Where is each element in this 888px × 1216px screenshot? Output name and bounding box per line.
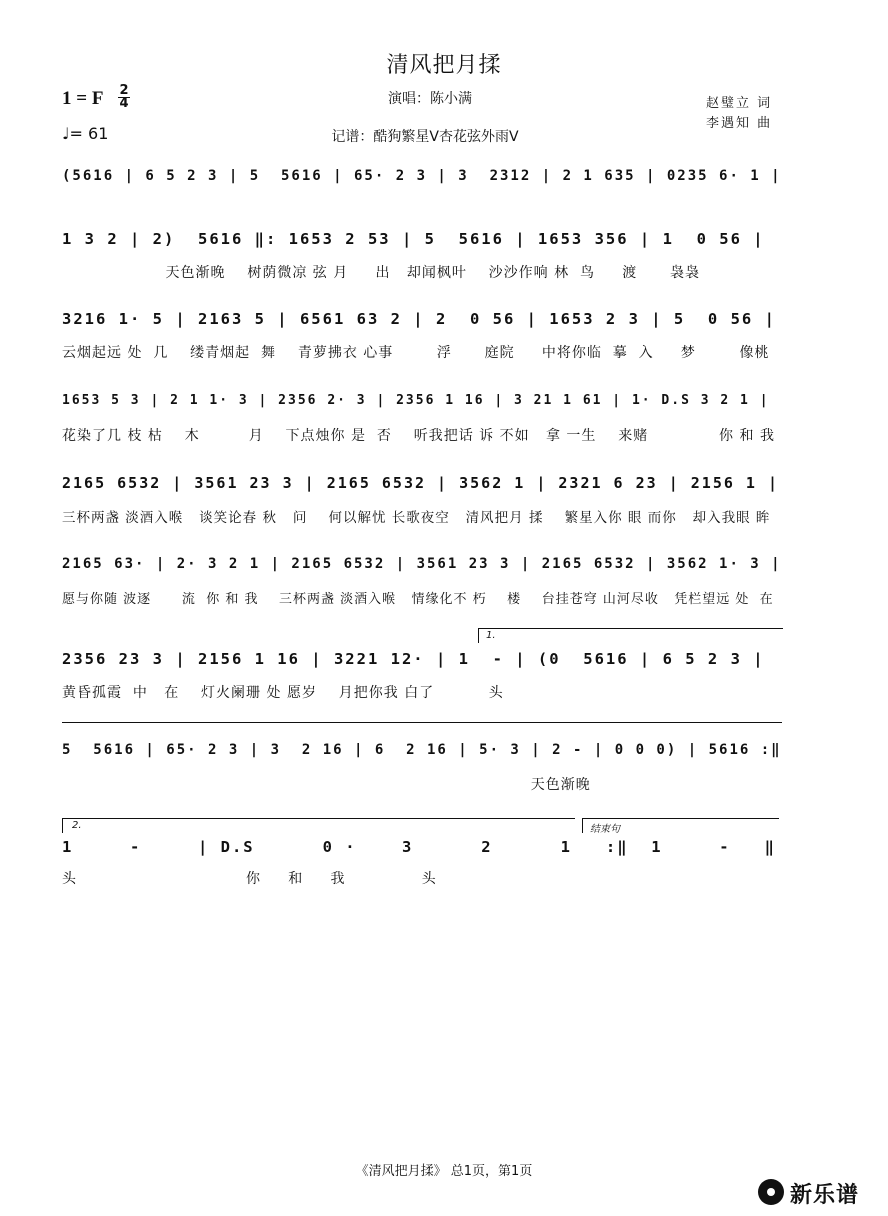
score-row-2	[62, 230, 782, 281]
lyric-line: 头 你 和 我 头	[62, 871, 437, 887]
brand-logo[interactable]	[758, 1176, 878, 1206]
notation-line: 2165 6532 | 3561 23 3 | 2165 6532 | 3562 1 | 2321 6 23 | 2156 1 |	[62, 474, 779, 492]
score-row-5	[62, 474, 782, 526]
notation-line: (5616 | 6 5 2 3 | 5 5616 | 65· 2 3 | 3 2312 | 2 1 635 | 0235 6· 1 |	[62, 168, 782, 184]
lyric-line: 天色渐晚	[62, 777, 591, 793]
lyric-line: 天色渐晚 树荫微凉 弦 月 出 却闻枫叶 沙沙作响 林 鸟 渡 袅袅	[62, 265, 700, 281]
lyric-line: 愿与你随 波逐 流 你 和 我 三杯两盏 淡酒入喉 情缘化不 朽 楼 台挂苍穹 山河尽收 凭栏望远 处 在	[62, 592, 774, 607]
time-signature-top: 2	[119, 83, 129, 98]
page-footer: 《清风把月揉》 总1页，第1页	[355, 1164, 533, 1179]
score-row-3	[62, 310, 782, 361]
transcriber-credit: 记谱：酷狗繁星V杏花弦外雨V	[331, 129, 519, 145]
singer-credit: 演唱：陈小满	[388, 91, 472, 107]
coda-label: 结束句	[590, 824, 620, 835]
key-signature: 1 = F	[62, 88, 104, 109]
tempo-marking: ♩= 61	[62, 124, 109, 143]
lyric-line: 花染了几 枝 枯 木 月 下点烛你 是 否 听我把话 诉 不如 拿 一生 来赌 你 和 我	[62, 428, 775, 444]
notation-line: 1 3 2 | 2) 5616 ‖: 1653 2 53 | 5 5616 | 1653 356 | 1 0 56 |	[62, 230, 765, 248]
notation-line: 3216 1· 5 | 2163 5 | 6561 63 2 | 2 0 56 | 1653 2 3 | 5 0 56 |	[62, 310, 776, 328]
first-ending-label: 1.	[486, 630, 496, 641]
score-row-8	[62, 742, 782, 793]
time-signature-bottom: 4	[119, 96, 129, 111]
score-row-9	[62, 838, 782, 887]
lyric-line: 云烟起远 处 几 缕青烟起 舞 青萝拂衣 心事 浮 庭院 中将你临 摹 入 梦 像桃	[62, 345, 770, 361]
score-row-7	[62, 650, 782, 701]
first-ending-bracket	[478, 628, 783, 643]
second-ending-label: 2.	[72, 820, 82, 831]
notation-line: 2356 23 3 | 2156 1 16 | 3221 12· | 1 - | (0 5616 | 6 5 2 3 |	[62, 650, 765, 668]
notation-line: 1653 5 3 | 2 1 1· 3 | 2356 2· 3 | 2356 1 16 | 3 21 1 61 | 1· D.S 3 2 1 |	[62, 393, 770, 408]
score-row-1	[62, 168, 782, 194]
volta-continuation-line	[62, 722, 782, 723]
notation-line: 1 - | D.S 0 · 3 2 1 :‖ 1 - ‖	[62, 838, 776, 856]
score-row-6	[62, 556, 782, 607]
brand-name: 新乐谱	[790, 1183, 860, 1208]
notation-line: 2165 63· | 2· 3 2 1 | 2165 6532 | 3561 23 3 | 2165 6532 | 3562 1· 3 |	[62, 556, 782, 572]
lyric-line: 黄昏孤霞 中 在 灯火阑珊 处 愿岁 月把你我 白了 头	[62, 685, 504, 701]
second-ending-bracket	[62, 818, 575, 833]
score-row-4	[62, 393, 782, 444]
notation-line: 5 5616 | 65· 2 3 | 3 2 16 | 6 2 16 | 5· 3 | 2 - | 0 0 0) | 5616 :‖	[62, 742, 782, 758]
lyric-line: 三杯两盏 淡酒入喉 谈笑论春 秋 问 何以解忧 长歌夜空 清风把月 揉 繁星入你 眼 而你 却入我眼 眸	[62, 510, 771, 526]
song-title: 清风把月揉	[386, 53, 502, 78]
composer-credit: 李遇知 曲	[706, 116, 773, 131]
lyricist-credit: 赵璧立 词	[706, 96, 773, 111]
record-disc-icon	[758, 1179, 784, 1205]
